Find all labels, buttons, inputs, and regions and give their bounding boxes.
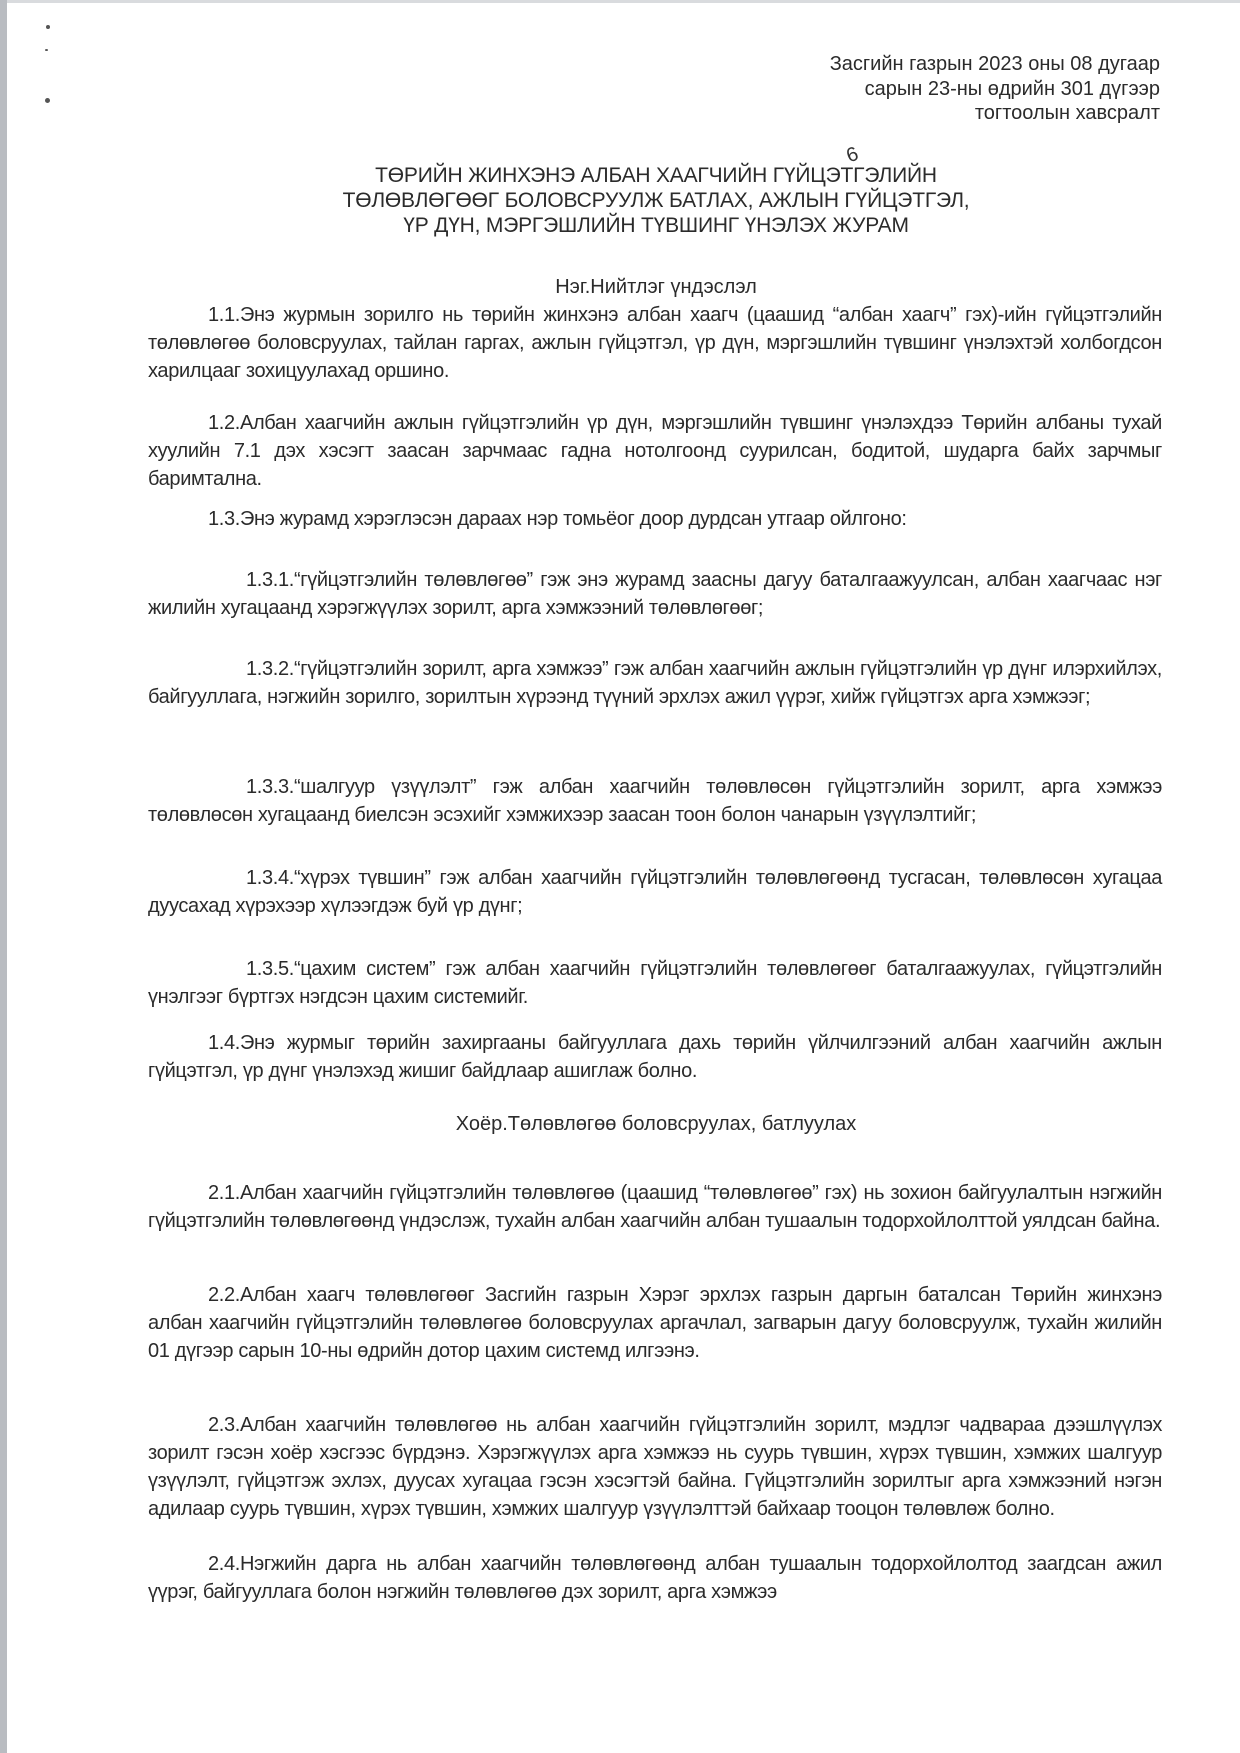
paragraph-1-3: 1.3.Энэ журамд хэрэглэсэн дараах нэр томьёог доор дурдсан утгаар ойлгоно: bbox=[208, 508, 907, 530]
paragraph-1-2: 1.2.Албан хаагчийн ажлын гүйцэтгэлийн үр дүн, мэргэшлийн түвшинг үнэлэхдээ Төрийн албаны тухай хуулийн 7.1 дэх хэсэгт заасан зарчмаас гадна нотолгоонд суурилсан, бодитой, шударга байх зарчмыг баримтална. bbox=[148, 412, 1162, 490]
scan-speck bbox=[45, 98, 50, 103]
paragraph-1-3-4: 1.3.4.“хүрэх түвшин” гэж албан хаагчийн гүйцэтгэлийн төлөвлөгөөнд тусгасан, төлөвлөсөн хугацаа дуусахад хүрэхээр хүлээгдэж буй үр дүнг; bbox=[148, 867, 1162, 917]
resolution-reference-line: сарын 23-ны өдрийн 301 дүгээр bbox=[864, 77, 1160, 100]
paragraph-1-3-2: 1.3.2.“гүйцэтгэлийн зорилт, арга хэмжээ” гэж албан хаагчийн ажлын гүйцэтгэлийн үр дүнг илэрхийлэх, байгууллага, нэгжийн зорилго, зорилтын хүрээнд түүний эрхлэх ажил үүрэг, хийж гүйцэтгэх арга хэмжээг; bbox=[148, 658, 1162, 708]
paragraph-2-1: 2.1.Албан хаагчийн гүйцэтгэлийн төлөвлөгөө (цаашид “төлөвлөгөө” гэх) нь зохион байгуулалтын нэгжийн гүйцэтгэлийн төлөвлөгөөнд үндэслэж, тухайн албан хаагчийн албан тушаалын тодорхойлолттой уялдсан байна. bbox=[148, 1182, 1162, 1232]
document-title bbox=[150, 163, 1162, 238]
section-heading: Хоёр.Төлөвлөгөө боловсруулах, батлуулах bbox=[455, 1113, 857, 1135]
scan-edge-left bbox=[0, 0, 7, 1753]
paragraph-2-3: 2.3.Албан хаагчийн төлөвлөгөө нь албан хаагчийн гүйцэтгэлийн зорилт, мэдлэг чадвараа дээшлүүлэх зорилт гэсэн хоёр хэсгээс бүрдэнэ. Хэрэгжүүлэх арга хэмжээ нь суурь түвшин, хүрэх түвшин, хэмжих шалгуур үзүүлэлт, гүйцэтгэж эхлэх, дуусах хугацаа гэсэн хэсэгтэй байна. Гүйцэтгэлийн зорилтыг арга хэмжээний нэгэн адилаар суурь түвшин, хүрэх түвшин, хэмжих шалгуур үзүүлэлттэй байхаар тооцон төлөвлөж болно. bbox=[148, 1414, 1162, 1520]
scan-edge-top bbox=[0, 0, 1240, 3]
paragraph-1-3-3: 1.3.3.“шалгуур үзүүлэлт” гэж албан хаагчийн төлөвлөсөн гүйцэтгэлийн зорилт, арга хэмжээ төлөвлөсөн хугацаанд биелсэн эсэхийг хэмжихээр заасан тоон болон чанарын үзүүлэлтийг; bbox=[148, 776, 1162, 826]
document-title-line: ТӨРИЙН ЖИНХЭНЭ АЛБАН ХААГЧИЙН ГҮЙЦЭТГЭЛИЙН bbox=[375, 164, 937, 187]
paragraph-1-4: 1.4.Энэ журмыг төрийн захиргааны байгууллага дахь төрийн үйлчилгээний албан хаагчийн ажлын гүйцэтгэл, үр дүнг үнэлэхэд жишиг байдлаар ашиглаж болно. bbox=[148, 1032, 1162, 1082]
section-heading: Нэг.Нийтлэг үндэслэл bbox=[555, 276, 757, 298]
paragraph-1-1: 1.1.Энэ журмын зорилго нь төрийн жинхэнэ албан хаагч (цаашид “албан хаагч” гэх)-ийн гүйцэтгэлийн төлөвлөгөө боловсруулах, тайлан гаргах, ажлын гүйцэтгэл, үр дүн, мэргэшлийн түвшинг үнэлэхтэй холбогдсон харилцааг зохицуулахад оршино. bbox=[148, 304, 1162, 382]
document-title-line: ТӨЛӨВЛӨГӨӨГ БОЛОВСРУУЛЖ БАТЛАХ, АЖЛЫН ГҮЙЦЭТГЭЛ, bbox=[342, 189, 970, 212]
paragraph-1-3-5: 1.3.5.“цахим систем” гэж албан хаагчийн гүйцэтгэлийн төлөвлөгөөг баталгаажуулах, гүйцэтгэлийн үнэлгээг бүртгэх нэгдсэн цахим системийг. bbox=[148, 958, 1162, 1008]
scan-speck bbox=[46, 25, 50, 29]
paragraph-1-3-1: 1.3.1.“гүйцэтгэлийн төлөвлөгөө” гэж энэ журамд заасны дагуу баталгаажуулсан, албан хаагчаас нэг жилийн хугацаанд хэрэгжүүлэх зорилт, арга хэмжээний төлөвлөгөөг; bbox=[148, 569, 1162, 619]
handwritten-page-mark: 6 bbox=[843, 142, 862, 168]
resolution-reference bbox=[640, 52, 1160, 126]
document-title-line: ҮР ДҮН, МЭРГЭШЛИЙН ТҮВШИНГ ҮНЭЛЭХ ЖУРАМ bbox=[403, 214, 909, 237]
resolution-reference-line: тогтоолын хавсралт bbox=[974, 102, 1160, 124]
paragraph-2-2: 2.2.Албан хаагч төлөвлөгөөг Засгийн газрын Хэрэг эрхлэх газрын даргын баталсан Төрийн жинхэнэ албан хаагчийн гүйцэтгэлийн төлөвлөгөө боловсруулах аргачлал, загварын дагуу боловсруулж, тухайн жилийн 01 дүгээр сарын 10-ны өдрийн дотор цахим системд илгээнэ. bbox=[148, 1284, 1162, 1362]
scan-speck bbox=[45, 49, 48, 51]
resolution-reference-line: Засгийн газрын 2023 оны 08 дугаар bbox=[829, 53, 1160, 75]
paragraph-2-4: 2.4.Нэгжийн дарга нь албан хаагчийн төлөвлөгөөнд албан тушаалын тодорхойлолтод заагдсан ажил үүрэг, байгууллага болон нэгжийн төлөвлөгөө дэх зорилт, арга хэмжээ bbox=[148, 1553, 1162, 1603]
